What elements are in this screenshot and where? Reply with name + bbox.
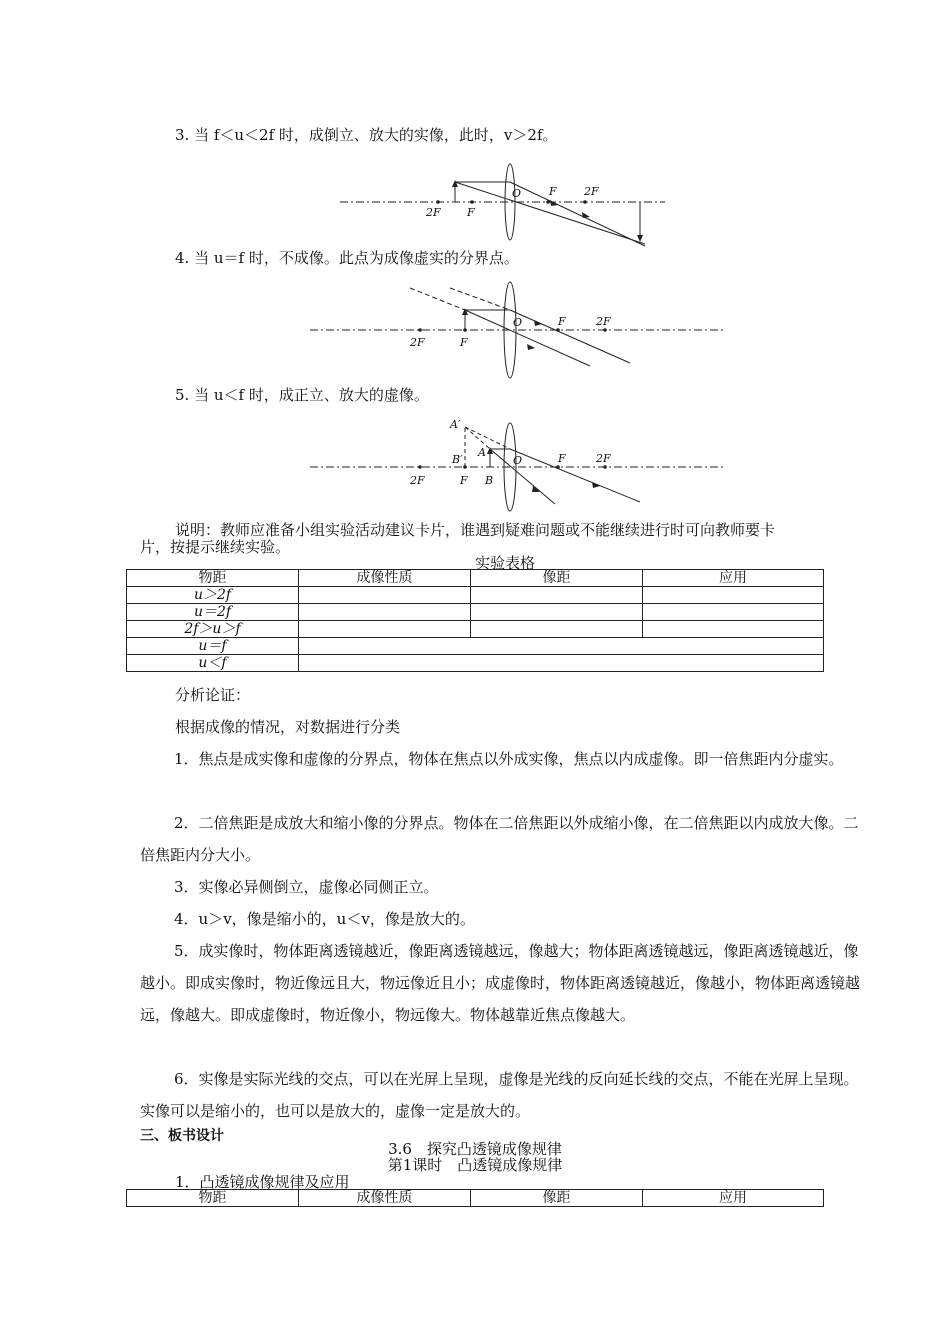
label-2F-right: 2F <box>584 185 599 198</box>
analysis-item-6: 6．实像是实际光线的交点，可以在光屏上呈现，虚像是光线的反向延长线的交点，不能在光屏上呈现。实像可以是缩小的，也可以是放大的，虚像一定是放大的。 <box>140 1070 859 1120</box>
board-title-1: 3.6 探究凸透镜成像规律 <box>388 1140 562 1158</box>
table-row <box>127 655 824 672</box>
header-cell: 像距 <box>471 1190 643 1207</box>
table-row <box>127 638 824 655</box>
label-2F-left: 2F <box>426 206 441 219</box>
label-A-prime: A′ <box>450 418 461 431</box>
analysis-item-4: 4．u＞v，像是缩小的，u＜v，像是放大的。 <box>174 910 475 928</box>
empty-cell <box>471 604 643 621</box>
analysis-item-5: 5．成实像时，物体距离透镜越近，像距离透镜越远，像越大；物体距离透镜越远，像距离透镜越近，像越小。即成实像时，物近像远且大，物远像近且小；成虚像时，物体距离透镜越近，像越小，物体距离透镜越远，像越大。即成虚像时，物近像小，物远像大。物体越靠近焦点像越大。 <box>140 942 861 1024</box>
empty-cell <box>299 604 471 621</box>
board-table <box>126 1189 824 1207</box>
label-F-right: F <box>558 452 566 465</box>
header-cell: 成像性质 <box>299 570 471 587</box>
board-subtitle: 1．凸透镜成像规律及应用 <box>175 1173 350 1191</box>
label-F-left: F <box>467 206 475 219</box>
merged-cell <box>299 655 824 672</box>
note-line-2: 片，按提示继续实验。 <box>140 538 291 556</box>
row-label: u＝f <box>127 638 299 655</box>
header-cell: 物距 <box>127 1190 299 1207</box>
rule-5-text: 5. 当 u＜f 时，成正立、放大的虚像。 <box>175 386 429 404</box>
analysis-item-3: 3．实像必异侧倒立，虚像必同侧正立。 <box>174 878 439 896</box>
rule-4-text: 4. 当 u＝f 时，不成像。此点为成像虚实的分界点。 <box>175 249 519 267</box>
empty-cell <box>643 604 824 621</box>
label-2F-right: 2F <box>596 315 611 328</box>
header-cell: 应用 <box>643 570 824 587</box>
board-heading: 三、板书设计 <box>140 1128 224 1144</box>
label-B: B <box>485 474 494 487</box>
experiment-table <box>126 569 824 672</box>
rule-3-text: 3. 当 f＜u＜2f 时，成倒立、放大的实像，此时，v＞2f。 <box>175 126 558 144</box>
diagram-virtual-image <box>310 412 730 512</box>
table-header-row <box>127 1190 824 1207</box>
label-O: O <box>513 454 523 467</box>
note-line-1: 说明：教师应准备小组实验活动建议卡片，谁遇到疑难问题或不能继续进行时可向教师要卡 <box>175 521 776 539</box>
analysis-title: 分析论证： <box>175 686 251 704</box>
empty-cell <box>643 587 824 604</box>
table-caption: 实验表格 <box>475 554 536 572</box>
row-label: u＞2f <box>127 587 299 604</box>
analysis-item-2: 2．二倍焦距是成放大和缩小像的分界点。物体在二倍焦距以外成缩小像，在二倍焦距以内成放大像。二倍焦距内分大小。 <box>140 814 859 864</box>
merged-cell <box>299 638 824 655</box>
label-A: A <box>478 446 486 459</box>
label-2F-right: 2F <box>596 452 611 465</box>
header-cell: 物距 <box>127 570 299 587</box>
empty-cell <box>471 621 643 638</box>
diagram-no-image <box>310 278 730 383</box>
label-2F-left: 2F <box>410 474 425 487</box>
table-row <box>127 587 824 604</box>
label-F-left: F <box>460 474 468 487</box>
empty-cell <box>299 587 471 604</box>
diagram-real-enlarged <box>330 160 670 250</box>
label-O: O <box>512 187 522 200</box>
row-label: u＜f <box>127 655 299 672</box>
row-label: u＝2f <box>127 604 299 621</box>
label-F-left: F <box>460 336 468 349</box>
empty-cell <box>299 621 471 638</box>
empty-cell <box>643 621 824 638</box>
row-label: 2f＞u＞f <box>127 621 299 638</box>
label-2F-left: 2F <box>410 336 425 349</box>
header-cell: 应用 <box>643 1190 824 1207</box>
analysis-item-1: 1．焦点是成实像和虚像的分界点，物体在焦点以外成实像，焦点以内成虚像。即一倍焦距内分虚实。 <box>174 750 844 768</box>
table-row <box>127 604 824 621</box>
header-cell: 成像性质 <box>299 1190 471 1207</box>
empty-cell <box>471 587 643 604</box>
table-header-row <box>127 570 824 587</box>
label-F-right: F <box>558 315 566 328</box>
label-O: O <box>513 316 523 329</box>
label-F-right: F <box>549 185 557 198</box>
board-title-2: 第1课时 凸透镜成像规律 <box>387 1156 563 1174</box>
table-row <box>127 621 824 638</box>
header-cell: 像距 <box>471 570 643 587</box>
analysis-intro: 根据成像的情况，对数据进行分类 <box>175 718 401 736</box>
label-B-prime: B′ <box>452 453 463 466</box>
